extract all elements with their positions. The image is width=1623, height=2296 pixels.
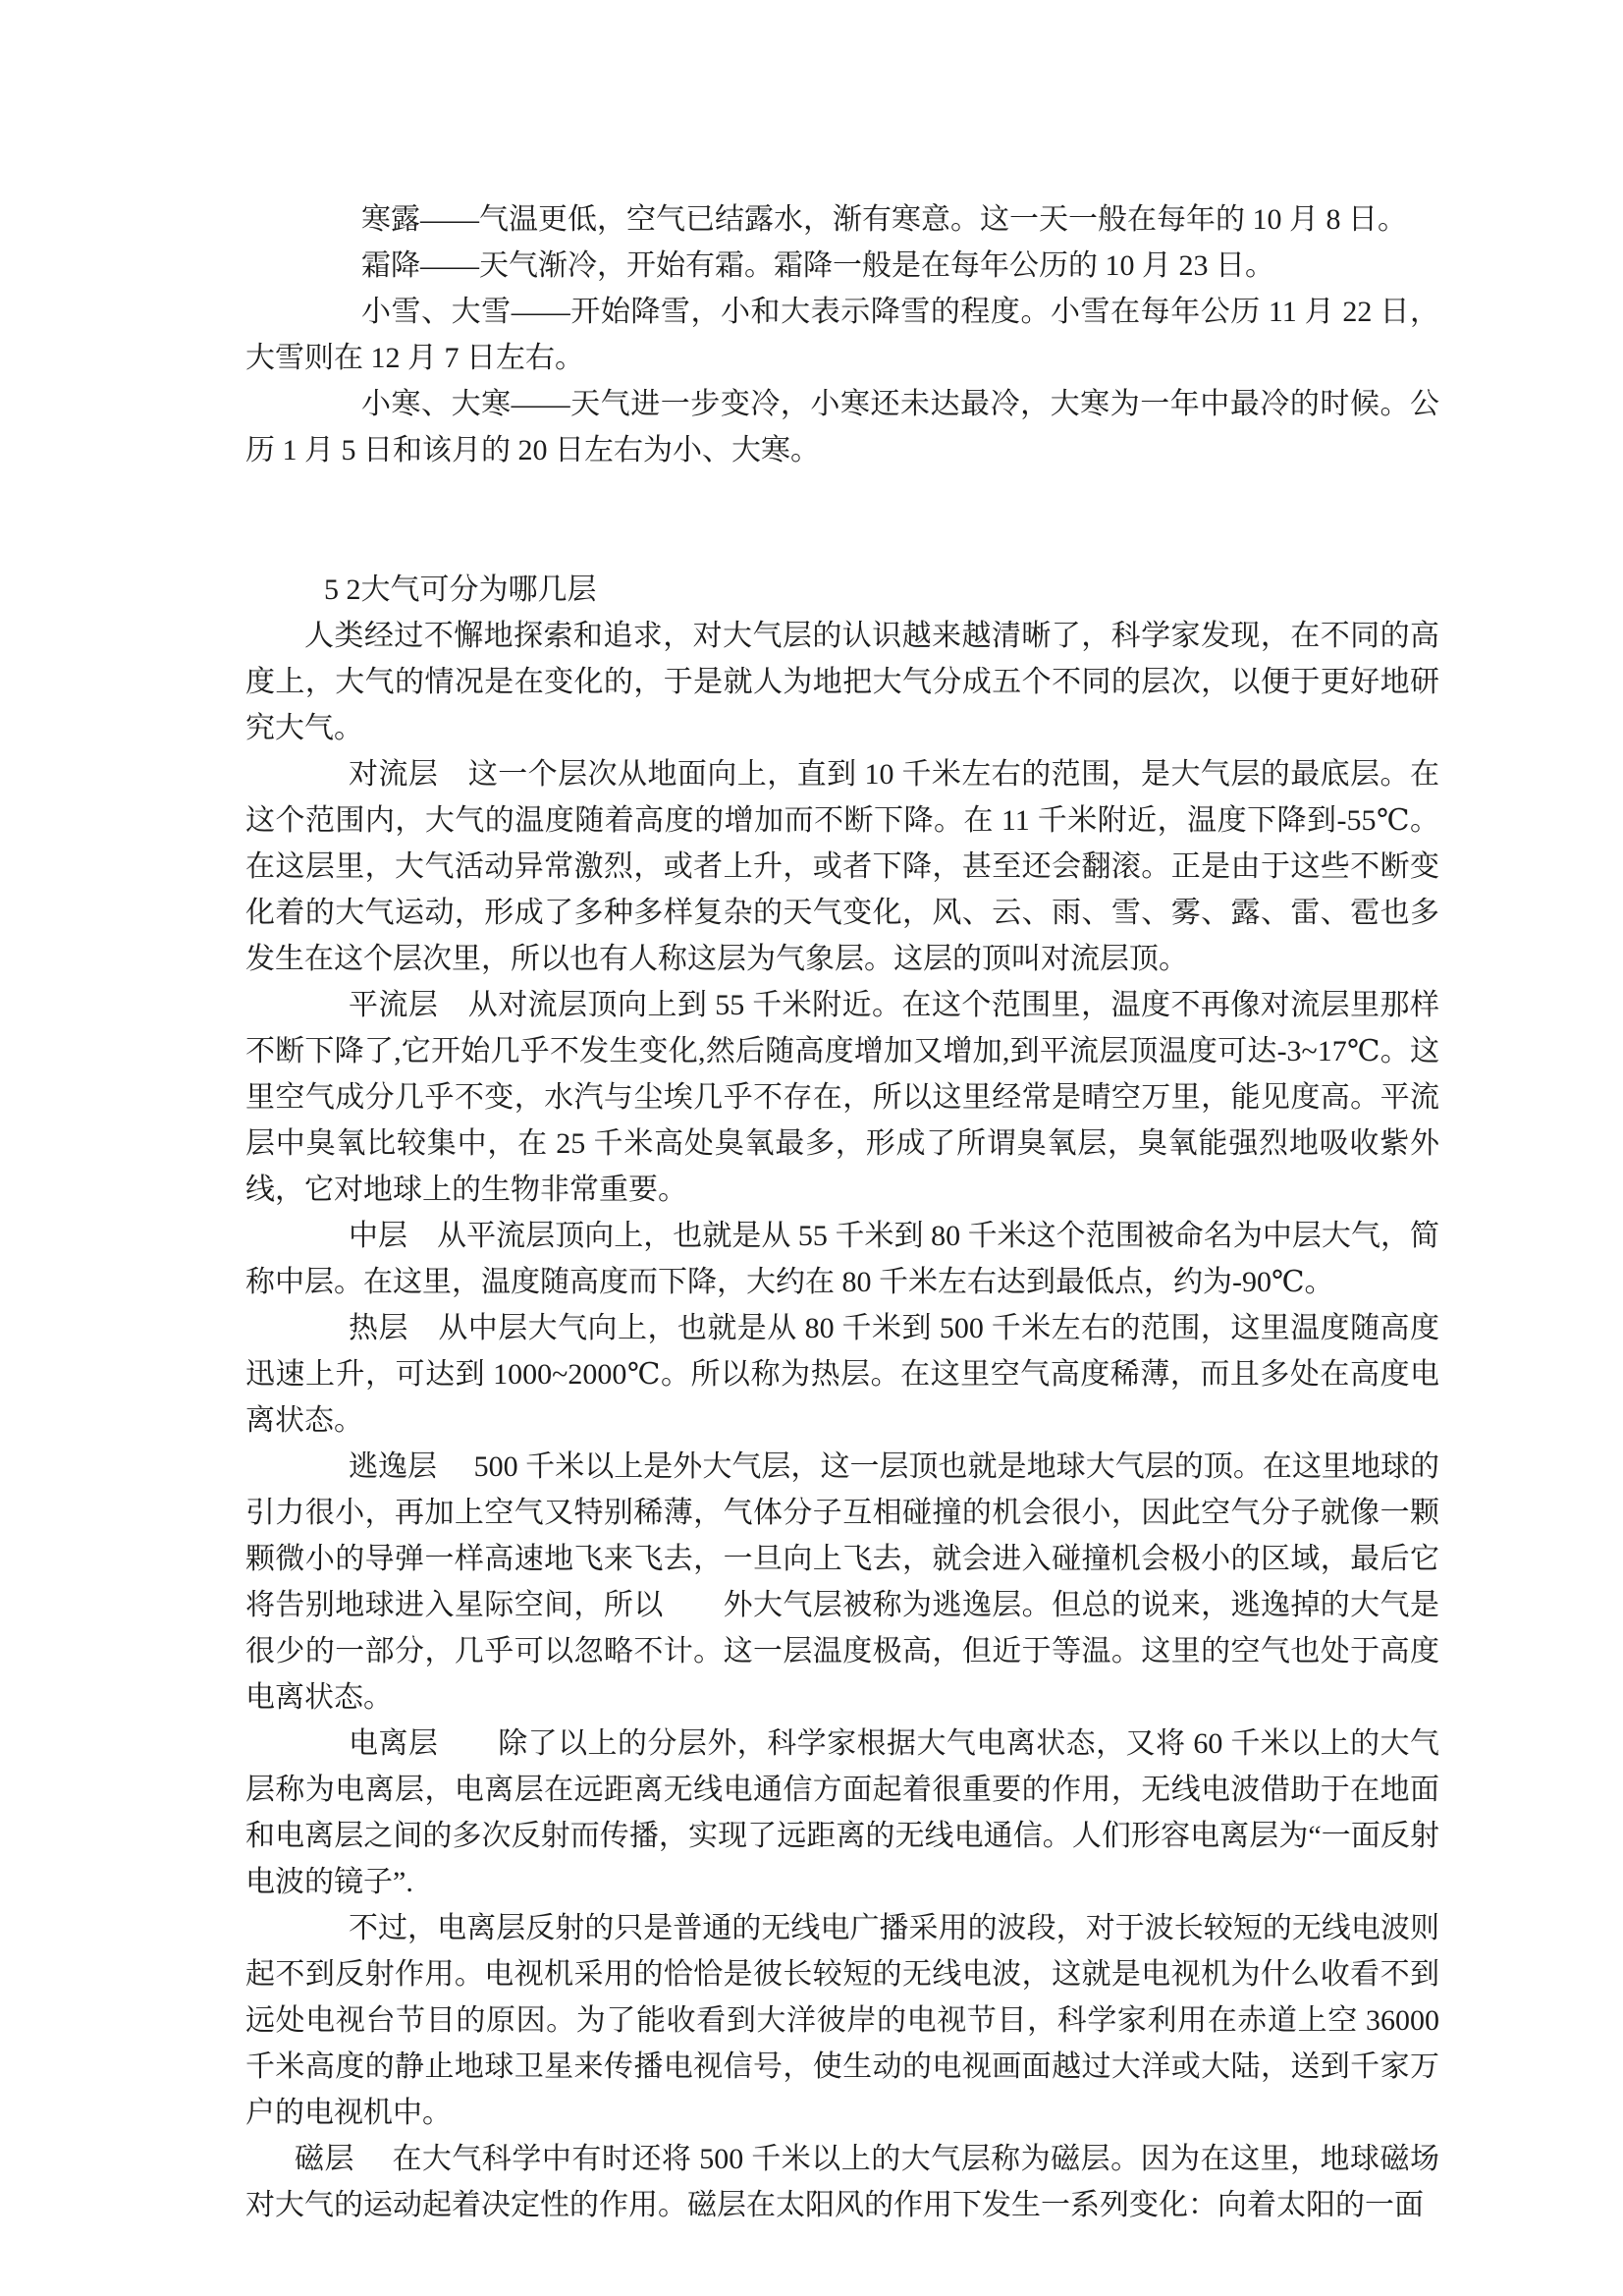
para-intro: 人类经过不懈地探索和追求，对大气层的认识越来越清晰了，科学家发现，在不同的高度上，大气的情况是在变化的，于是就人为地把大气分成五个不同的层次，以便于更好地研究大气。 xyxy=(245,620,1439,744)
para-mesosphere: 中层 从平流层顶向上，也就是从 55 千米到 80 千米这个范围被命名为中层大气，简称中层。在这里，温度随高度而下降，大约在 80 千米左右达到最低点，约为-90℃。 xyxy=(245,1220,1439,1298)
section-heading: 5 2大气可分为哪几层 xyxy=(324,574,597,606)
para-xiaohan-dahan: 小寒、大寒——天气进一步变冷，小寒还未达最冷，大寒为一年中最冷的时候。公历 1 月 5 日和该月的 20 日左右为小、大寒。 xyxy=(245,388,1439,466)
para-shuangjiang: 霜降——天气渐冷，开始有霜。霜降一般是在每年公历的 10 月 23 日。 xyxy=(361,249,1274,282)
para-ionosphere: 电离层 除了以上的分层外，科学家根据大气电离状态，又将 60 千米以上的大气层称为电离层，电离层在远距离无线电通信方面起着很重要的作用，无线电波借助于在地面和电离层之间的多次反射而传播，实现了远距离的无线电通信。人们形容电离层为“一面反射电波的镜子”. xyxy=(245,1727,1439,1898)
para-tv-broadcast: 不过，电离层反射的只是普通的无线电广播采用的波段，对于波长较短的无线电波则起不到反射作用。电视机采用的恰恰是彼长较短的无线电波，这就是电视机为什么收看不到远处电视台节目的原因。为了能收看到大洋彼岸的电视节目，科学家利用在赤道上空 36000 千米高度的静止地球卫星来传播电视信号，使生动的电视画面越过大洋或大陆，送到千家万户的电视机中。 xyxy=(245,1912,1439,2129)
para-xiaoxue-daxue: 小雪、大雪——开始降雪，小和大表示降雪的程度。小雪在每年公历 11 月 22 日，大雪则在 12 月 7 日左右。 xyxy=(245,296,1439,374)
para-exosphere: 逃逸层 500 千米以上是外大气层，这一层顶也就是地球大气层的顶。在这里地球的引力很小，再加上空气又特别稀薄，气体分子互相碰撞的机会很小，因此空气分子就像一颗颗微小的导弹一样高速地飞来飞去，一旦向上飞去，就会进入碰撞机会极小的区域，最后它将告别地球进入星际空间，所以 外大气层被称为逃逸层。但总的说来，逃逸掉的大气是很少的一部分，几乎可以忽略不计。这一层温度极高，但近于等温。这里的空气也处于高度电离状态。 xyxy=(245,1450,1439,1714)
para-stratosphere: 平流层 从对流层顶向上到 55 千米附近。在这个范围里，温度不再像对流层里那样不断下降了,它开始几乎不发生变化,然后随高度增加又增加,到平流层顶温度可达-3~17℃。这里空气成分几乎不变，水汽与尘埃几乎不存在，所以这里经常是晴空万里，能见度高。平流层中臭氧比较集中，在 25 千米高处臭氧最多，形成了所谓臭氧层，臭氧能强烈地吸收紫外线，它对地球上的生物非常重要。 xyxy=(245,989,1439,1206)
para-hanlu: 寒露——气温更低，空气已结露水，渐有寒意。这一天一般在每年的 10 月 8 日。 xyxy=(361,203,1407,236)
para-thermosphere: 热层 从中层大气向上，也就是从 80 千米到 500 千米左右的范围，这里温度随高度迅速上升，可达到 1000~2000℃。所以称为热层。在这里空气高度稀薄，而且多处在高度电离状态。 xyxy=(245,1312,1439,1437)
blank-lines-gap xyxy=(245,473,1439,567)
para-troposphere: 对流层 这一个层次从地面向上，直到 10 千米左右的范围，是大气层的最底层。在这个范围内，大气的温度随着高度的增加而不断下降。在 11 千米附近，温度下降到-55℃。在这层里，大气活动异常激烈，或者上升，或者下降，甚至还会翻滚。正是由于这些不断变化着的大气运动，形成了多种多样复杂的天气变化，风、云、雨、雪、雾、露、雷、雹也多发生在这个层次里，所以也有人称这层为气象层。这层的顶叫对流层顶。 xyxy=(245,758,1439,975)
para-magnetosphere: 磁层 在大气科学中有时还将 500 千米以上的大气层称为磁层。因为在这里，地球磁场对大气的运动起着决定性的作用。磁层在太阳风的作用下发生一系列变化：向着太阳的一面 xyxy=(245,2143,1439,2221)
